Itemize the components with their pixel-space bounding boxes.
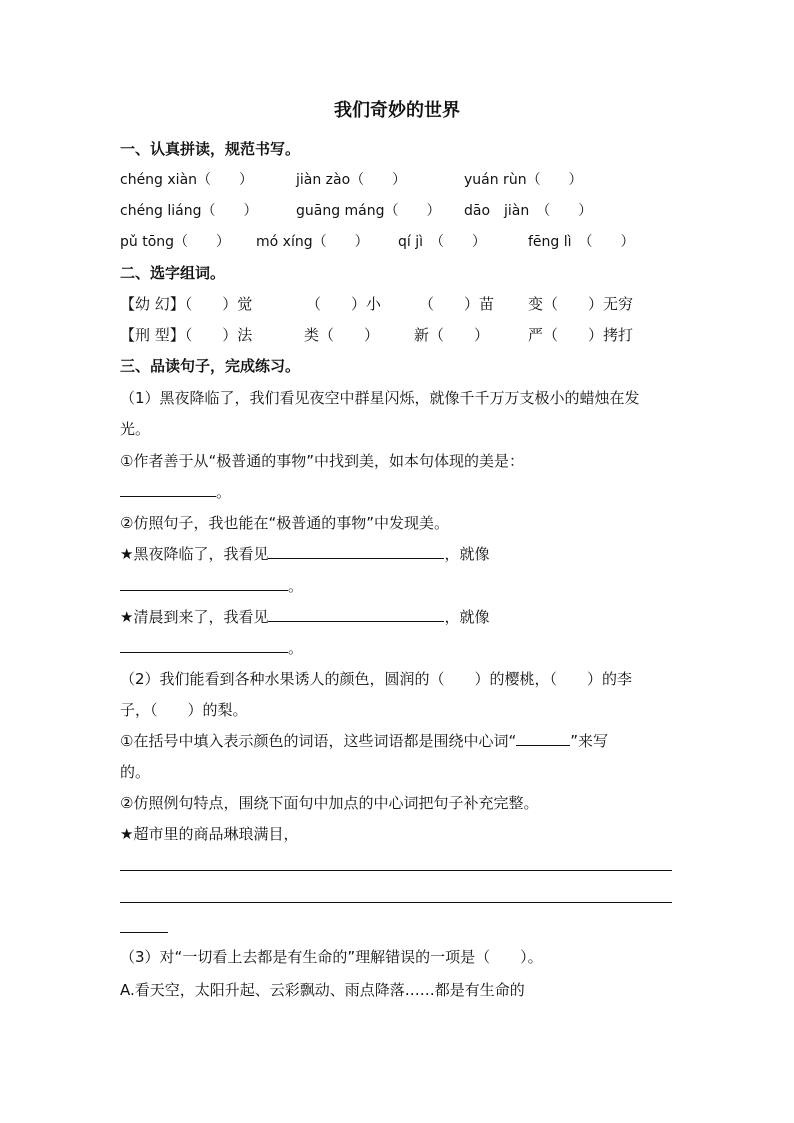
question2-sub2: ②仿照例句特点，围绕下面句中加点的中心词把句子补充完整。: [120, 794, 539, 812]
question2-text: （2）我们能看到各种水果诱人的颜色，圆润的（ ）的樱桃，（ ）的李: [120, 670, 633, 688]
section3-heading: 三、品读句子，完成练习。: [120, 357, 301, 375]
answer-blank[interactable]: [516, 731, 570, 746]
word-choice-item: 类（ ）: [304, 326, 380, 344]
pinyin-item: pǔ tōng（ ）: [120, 234, 231, 250]
answer-line-row: [120, 482, 231, 502]
question2-sub1-suffix: ”来写: [570, 732, 609, 750]
pinyin-item: fēng lì （ ）: [528, 234, 635, 250]
star-sentence-prefix: ★清晨到来了，我看见: [120, 608, 269, 626]
word-choice-item: 变（ ）无穷: [528, 295, 634, 313]
pinyin-item: mó xíng（ ）: [256, 234, 369, 250]
pinyin-item: jiàn zào（ ）: [296, 172, 407, 188]
answer-writing-line[interactable]: [120, 902, 672, 903]
page-title: 我们奇妙的世界: [334, 100, 460, 121]
answer-blank[interactable]: [120, 638, 288, 653]
answer-writing-line[interactable]: [120, 870, 672, 871]
answer-blank[interactable]: [268, 544, 444, 559]
question2-text-cont: 子，（ ）的梨。: [120, 701, 248, 719]
pinyin-item: dāo jiàn （ ）: [464, 203, 593, 219]
period: 。: [216, 483, 232, 501]
pinyin-item: qí jì （ ）: [398, 234, 487, 250]
question2-sub1-cont: 的。: [120, 763, 151, 781]
pinyin-item: guāng máng（ ）: [296, 203, 441, 219]
section2-heading: 二、选字组词。: [120, 264, 226, 282]
question1-text: （1）黑夜降临了，我们看见夜空中群星闪烁，就像千千万万支极小的蜡烛在发: [120, 389, 640, 407]
answer-blank[interactable]: [268, 607, 444, 622]
word-choice-item: （ ）苗: [419, 295, 495, 313]
answer-blank[interactable]: [120, 482, 216, 497]
word-choice-item: 【幼 幻】（ ）觉: [120, 295, 253, 313]
pinyin-item: chéng liáng（ ）: [120, 203, 258, 219]
star-sentence-suffix: ，就像: [444, 545, 490, 563]
star-sentence-3: ★超市里的商品琳琅满目，: [120, 825, 299, 843]
question1-sub1: ①作者善于从“极普通的事物”中找到美，如本句体现的美是：: [120, 452, 524, 470]
answer-line-row: [120, 576, 303, 596]
period: 。: [288, 577, 304, 595]
option-a: A.看天空，太阳升起、云彩飘动、雨点降落……都是有生命的: [120, 981, 525, 999]
section1-heading: 一、认真拼读，规范书写。: [120, 140, 301, 158]
question2-sub1: [120, 731, 608, 751]
star-sentence-1: [120, 544, 489, 564]
word-choice-item: 严（ ）拷打: [528, 326, 634, 344]
star-sentence-prefix: ★黑夜降临了，我看见: [120, 545, 269, 563]
question2-sub1-prefix: ①在括号中填入表示颜色的词语，这些词语都是围绕中心词“: [120, 732, 517, 750]
word-choice-item: 新（ ）: [414, 326, 490, 344]
answer-blank[interactable]: [120, 576, 288, 591]
period: 。: [288, 639, 304, 657]
word-choice-item: （ ）小: [306, 295, 382, 313]
pinyin-item: chéng xiàn（ ）: [120, 172, 254, 188]
pinyin-item: yuán rùn（ ）: [464, 172, 583, 188]
star-sentence-suffix: ，就像: [444, 608, 490, 626]
answer-writing-line[interactable]: [120, 932, 168, 933]
star-sentence-2: [120, 607, 489, 627]
question1-sub2: ②仿照句子，我也能在“极普通的事物”中发现美。: [120, 514, 449, 532]
word-choice-item: 【刑 型】（ ）法: [120, 326, 253, 344]
question1-text-cont: 光。: [120, 420, 151, 438]
question3-text: （3）对“一切看上去都是有生命的”理解错误的一项是（ ）。: [120, 948, 543, 966]
answer-line-row: [120, 638, 303, 658]
